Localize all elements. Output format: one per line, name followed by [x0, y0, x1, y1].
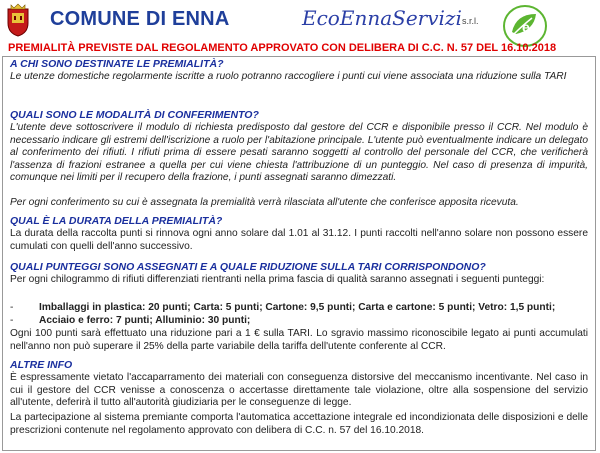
svg-text:e: e [522, 19, 530, 35]
content-box [2, 56, 596, 451]
section-text-scores-reduction: Ogni 100 punti sarà effettuato una riduzione pari a 1 € sulla TARI. Lo sgravio massimo riconoscibile legato ai punti accumulati nell'anno non può superare il 25% della parte variabile della tariffa dell'utente conferente al CCR. [10, 328, 588, 352]
section-title-recipients: A CHI SONO DESTINATE LE PREMIALITÀ? [10, 58, 224, 70]
section-text-recipients: Le utenze domestiche regolarmente iscritte a ruolo potranno raccogliere i punti cui viene associata una riduzione sulla TARI [10, 71, 567, 82]
section-title-scores: QUALI PUNTEGGI SONO ASSEGNATI E A QUALE RIDUZIONE SULLA TARI CORRISPONDONO? [10, 261, 486, 273]
section-text-modalities-receipt: Per ogni conferimento su cui è assegnata la premialità verrà rilasciata all'utente che conferisce apposita ricevuta. [10, 197, 519, 208]
section-title-other-info: ALTRE INFO [10, 359, 73, 371]
scores-list-item: Acciaio e ferro: 7 punti; Alluminio: 30 punti; [39, 315, 251, 326]
list-bullet: - [10, 315, 14, 326]
municipality-name: COMUNE DI ENNA [50, 8, 230, 30]
brand-suffix: s.r.l. [462, 16, 479, 26]
section-text-other-info: È espressamente vietato l'accaparramento dei materiali con conseguenza distorsive del meccanismo incentivante. Nel caso in cui il gestore del CCR venisse a conoscenza o accertasse direttamente tale violazione, oltre alla sospensione del servizio all'utente, deferirà il tutto all'autorità giudiziaria per le conseguenze di legge. [10, 372, 588, 409]
page-headline: PREMIALITÀ PREVISTE DAL REGOLAMENTO APPROVATO CON DELIBERA DI C.C. N. 57 DEL 16.10.2018 [8, 42, 557, 54]
brand-logo-text: EcoEnnaServizi [302, 6, 462, 30]
section-text-other-info-acceptance: La partecipazione al sistema premiante comporta l'automatica accettazione integrale ed incondizionata delle disposizioni e delle prescrizioni contenute nel regolamento approvato con delibera di C.C. n. 57 del 16.10.2018. [10, 412, 588, 436]
enna-crest-icon [4, 3, 32, 37]
section-text-modalities: L'utente deve sottoscrivere il modulo di richiesta predisposto dal gestore del CCR e disponibile presso il CCR. Nel modulo è necessario indicare gli estremi dell'iscrizione a ruolo per l'abitazione principale. L'utente può eventualmente indicare un delegato al conferimento dei rifiuti. I rifiuti prima di essere pesati saranno soggetti al controllo del personale del CCR, che verificherà l'assenza di frazioni estranee a quella per cui viene chiesta l'attribuzione di un punteggio. Nel caso di presenza di impurità, comunque nei limiti per il recupero della frazione, i punti assegnati saranno dimezzati. [10, 122, 588, 184]
section-text-duration: La durata della raccolta punti si rinnova ogni anno solare dal 1.01 al 31.12. I punti raccolti nell'anno solare non possono essere cumulati con quelli dell'anno successivo. [10, 228, 588, 252]
scores-list-item: Imballaggi in plastica: 20 punti; Carta: 5 punti; Cartone: 9,5 punti; Carta e cartone: 5 punti; Vetro: 1,5 punti; [39, 302, 556, 313]
list-bullet: - [10, 302, 14, 313]
section-text-scores-intro: Per ogni chilogrammo di rifiuti differenziati rientranti nella prima fascia di qualità saranno assegnati i seguenti punteggi: [10, 274, 545, 285]
section-title-duration: QUAL È LA DURATA DELLA PREMIALITÀ? [10, 215, 223, 227]
section-title-modalities: QUALI SONO LE MODALITÀ DI CONFERIMENTO? [10, 109, 259, 121]
